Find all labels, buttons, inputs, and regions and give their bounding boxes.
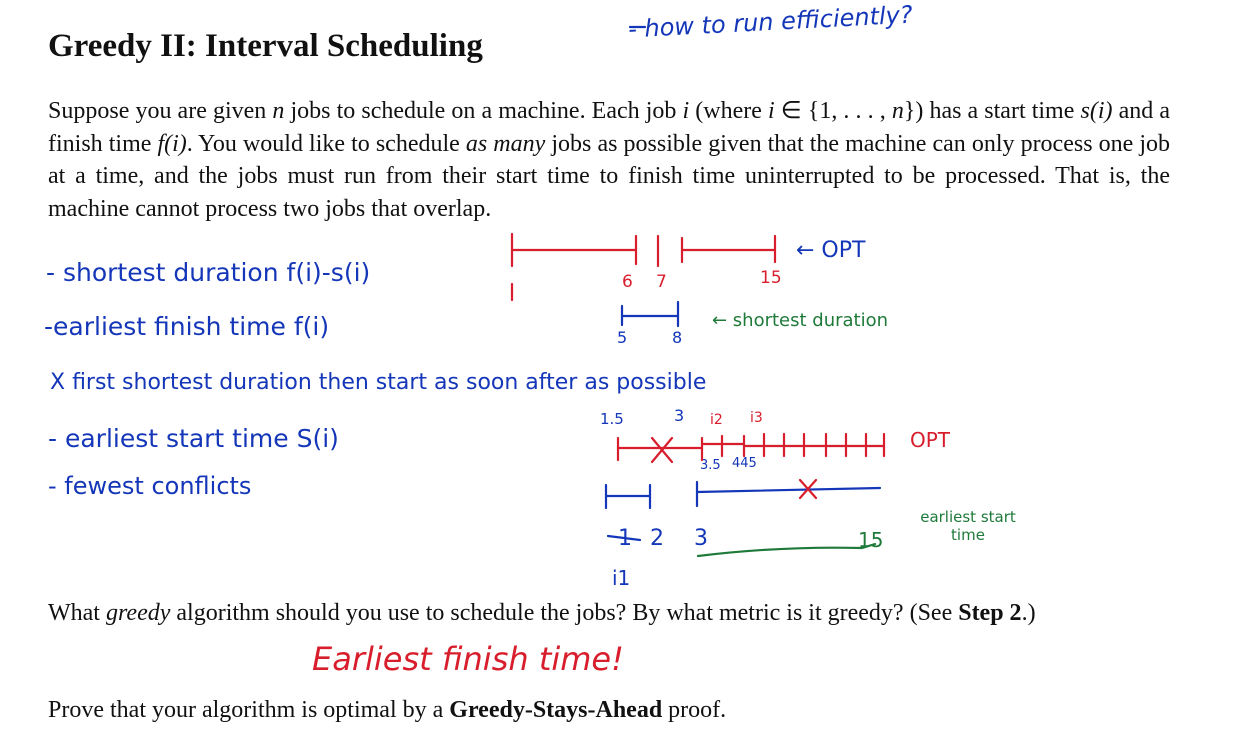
label-3-5: 3.5 — [700, 458, 721, 473]
problem-paragraph: Suppose you are given n jobs to schedule on a machine. Each job i (where i ∈ {1, . . . , n}) has a start time s(i) and a finish time f(i). You would like to schedule as many jobs as possible given that the machine can only process one job at a time, and the jobs must run from their start time to finish time uninterrupted to be processed. That is, the machine cannot process two jobs that overlap. — [48, 98, 1171, 222]
note-fewest-conflicts: - fewest conflicts — [48, 472, 252, 500]
note-earliest-start: - earliest start time S(i) — [48, 424, 339, 453]
note-shortest-arrow: ← shortest duration — [712, 310, 889, 331]
label-i1: i1 — [612, 566, 631, 590]
label-1-5: 1.5 — [600, 410, 624, 428]
label-3: 3 — [674, 406, 685, 425]
label-i3: i3 — [750, 410, 763, 426]
label-2: 2 — [650, 526, 664, 551]
green-interval — [698, 544, 875, 556]
label-445: 445 — [732, 456, 757, 471]
label-15: 15 — [760, 268, 782, 288]
page-title: Greedy II: Interval Scheduling — [48, 28, 483, 64]
answer-earliest-finish: Earliest finish time! — [312, 640, 624, 678]
underline-1-2 — [608, 536, 640, 540]
note-how-to-run: - how to run efficiently? — [627, 0, 914, 44]
label-7: 7 — [656, 272, 667, 292]
note-opt-arrow: ← OPT — [796, 238, 866, 263]
label-3b: 3 — [694, 526, 708, 551]
note-first-shortest: X first shortest duration then start as soon after as possible — [50, 370, 707, 395]
note-earliest-start-time: earliest start time — [920, 508, 1016, 544]
note-shortest-duration: - shortest duration f(i)-s(i) — [46, 258, 371, 287]
prove-line: Prove that your algorithm is optimal by a Greedy-Stays-Ahead proof. — [48, 697, 727, 723]
label-5: 5 — [617, 328, 628, 347]
label-1: 1 — [618, 526, 632, 551]
interval-3-15 — [697, 488, 880, 492]
label-15b: 15 — [858, 528, 884, 552]
label-6: 6 — [622, 272, 633, 292]
note-earliest-finish: -earliest finish time f(i) — [44, 312, 330, 341]
question-paragraph: What greedy algorithm should you use to schedule the jobs? By what metric is it greedy? (See Step 2.) — [48, 600, 1036, 626]
label-i2: i2 — [710, 412, 723, 428]
label-8: 8 — [672, 328, 683, 347]
note-opt2: OPT — [910, 428, 951, 452]
